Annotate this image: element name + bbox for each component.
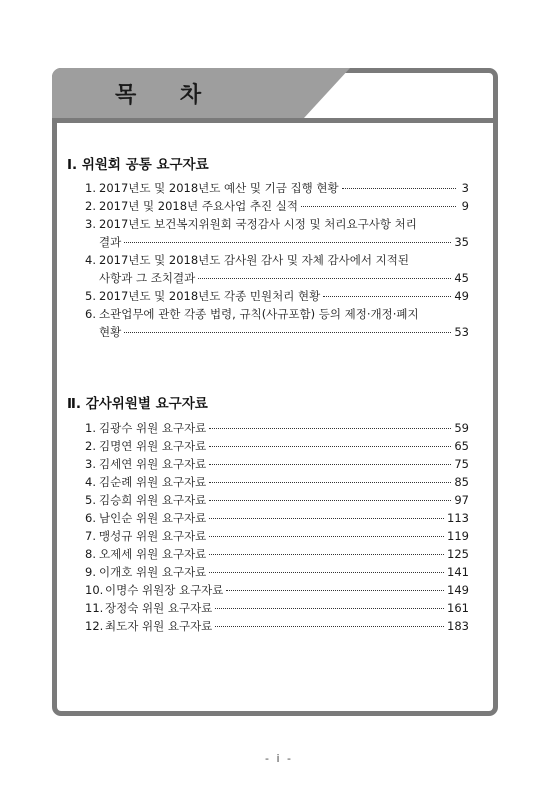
title-tab-slant [304,68,350,118]
toc-entry-page: 113 [447,511,469,525]
toc-entry-line [85,563,469,581]
toc-entry[interactable] [85,419,469,437]
toc-entry-number: 5. [85,493,96,507]
toc-entry[interactable] [85,455,469,473]
toc-entry-number: 5. [85,289,96,303]
toc-entry-line [85,509,469,527]
toc-entry[interactable] [85,473,469,491]
toc-entry[interactable] [85,599,469,617]
footer-page-number: - i - [265,752,293,765]
toc-entry-number: 12. [85,619,104,633]
dot-leader [124,242,451,243]
toc-entry-title: 사항과 그 조치결과 [99,271,196,285]
toc-entry-number: 1. [85,421,96,435]
toc-entry[interactable] [85,491,469,509]
toc-entry-title: 이개호 위원 요구자료 [99,565,207,579]
toc-entry-title: 김세연 위원 요구자료 [99,457,207,471]
section-heading-2: Ⅱ. 감사위원별 요구자료 [67,396,208,412]
toc-entry-number: 2. [85,199,96,213]
toc-entry-line [85,251,469,269]
toc-title: 목 차 [115,83,220,108]
toc-entry[interactable] [85,251,469,287]
toc-entry-page: 59 [454,421,469,435]
dot-leader [209,428,451,429]
toc-entry-title: 2017년 및 2018년 주요사업 추진 실적 [99,199,299,213]
toc-entry-line [85,527,469,545]
toc-entry-number: 9. [85,565,96,579]
toc-entry-title: 오제세 위원 요구자료 [99,547,207,561]
toc-entry-page: 183 [447,619,469,633]
dot-leader [301,206,456,207]
dot-leader [209,518,444,519]
dot-leader [209,572,444,573]
toc-entry-title: 맹성규 위원 요구자료 [99,529,207,543]
toc-entry-page: 75 [454,457,469,471]
toc-entry-line [85,197,469,215]
toc-entry-page: 149 [447,583,469,597]
toc-entry-title: 2017년도 및 2018년도 감사원 감사 및 자체 감사에서 지적된 [99,253,409,267]
toc-entry-line [85,287,469,305]
toc-entry-number: 3. [85,457,96,471]
toc-entry-line [85,437,469,455]
toc-entry[interactable] [85,617,469,635]
toc-entry[interactable] [85,197,469,215]
toc-entry-page: 85 [454,475,469,489]
dot-leader [342,188,456,189]
toc-entry-page: 49 [454,289,469,303]
title-tab-underline [52,118,498,123]
toc-entry-line [85,599,469,617]
toc-entry-page: 65 [454,439,469,453]
dot-leader [209,446,451,447]
toc-entry[interactable] [85,581,469,599]
toc-entry-line [85,233,469,251]
toc-entry[interactable] [85,563,469,581]
toc-entry-title: 결과 [99,235,122,249]
dot-leader [124,332,451,333]
dot-leader [209,482,451,483]
section-heading-1: Ⅰ. 위원회 공통 요구자료 [67,157,209,173]
toc-entry-title: 이명수 위원장 요구자료 [105,583,224,597]
toc-entry-line [85,455,469,473]
dot-leader [209,464,451,465]
toc-entry-page: 3 [461,181,469,195]
toc-entry-number: 7. [85,529,96,543]
toc-entry[interactable] [85,179,469,197]
toc-entry-page: 141 [447,565,469,579]
toc-entry-page: 119 [447,529,469,543]
toc-entry-line [85,179,469,197]
dot-leader [209,554,444,555]
toc-entry-line [85,215,469,233]
toc-entry-page: 161 [447,601,469,615]
toc-entry-title: 2017년도 및 2018년도 예산 및 기금 집행 현황 [99,181,339,195]
toc-entry-title: 김순례 위원 요구자료 [99,475,207,489]
toc-entry-title: 최도자 위원 요구자료 [105,619,213,633]
toc-entry-page: 9 [461,199,469,213]
dot-leader [209,536,444,537]
toc-entry-number: 4. [85,475,96,489]
toc-entry[interactable] [85,215,469,251]
toc-entry-title: 김광수 위원 요구자료 [99,421,207,435]
toc-entry-title: 소관업무에 관한 각종 법령, 규칙(사규포함) 등의 제정·개정·폐지 [99,307,419,321]
toc-entry-line [85,269,469,287]
toc-entry-line [85,581,469,599]
toc-entry-line [85,419,469,437]
toc-entry-number: 6. [85,511,96,525]
toc-entry-line [85,323,469,341]
toc-entry-line [85,491,469,509]
toc-entry[interactable] [85,305,469,341]
toc-entry-number: 6. [85,307,96,321]
toc-entry-number: 10. [85,583,104,597]
toc-entry-number: 3. [85,217,96,231]
toc-entry-number: 2. [85,439,96,453]
section-2-entries [85,419,469,635]
toc-entry[interactable] [85,437,469,455]
toc-entry-title: 2017년도 보건복지위원회 국정감사 시정 및 처리요구사항 처리 [99,217,417,231]
toc-entry-title: 김명연 위원 요구자료 [99,439,207,453]
toc-entry-number: 4. [85,253,96,267]
toc-entry[interactable] [85,527,469,545]
toc-entry-line [85,473,469,491]
toc-entry[interactable] [85,509,469,527]
toc-entry-title: 남인순 위원 요구자료 [99,511,207,525]
toc-entry-title: 장정숙 위원 요구자료 [105,601,213,615]
toc-entry-page: 35 [454,235,469,249]
dot-leader [226,590,444,591]
toc-frame [52,68,498,716]
toc-entry-title: 현황 [99,325,122,339]
dot-leader [215,608,444,609]
toc-entry-title: 김승희 위원 요구자료 [99,493,207,507]
toc-entry-number: 8. [85,547,96,561]
dot-leader [323,296,451,297]
dot-leader [215,626,444,627]
toc-entry[interactable] [85,545,469,563]
toc-entry-page: 125 [447,547,469,561]
toc-entry[interactable] [85,287,469,305]
toc-entry-line [85,617,469,635]
dot-leader [209,500,451,501]
toc-entry-number: 11. [85,601,104,615]
toc-entry-number: 1. [85,181,96,195]
toc-entry-line [85,305,469,323]
section-1-entries [85,179,469,341]
toc-entry-title: 2017년도 및 2018년도 각종 민원처리 현황 [99,289,321,303]
toc-entry-page: 53 [454,325,469,339]
dot-leader [198,278,451,279]
toc-entry-page: 45 [454,271,469,285]
toc-entry-line [85,545,469,563]
toc-entry-page: 97 [454,493,469,507]
